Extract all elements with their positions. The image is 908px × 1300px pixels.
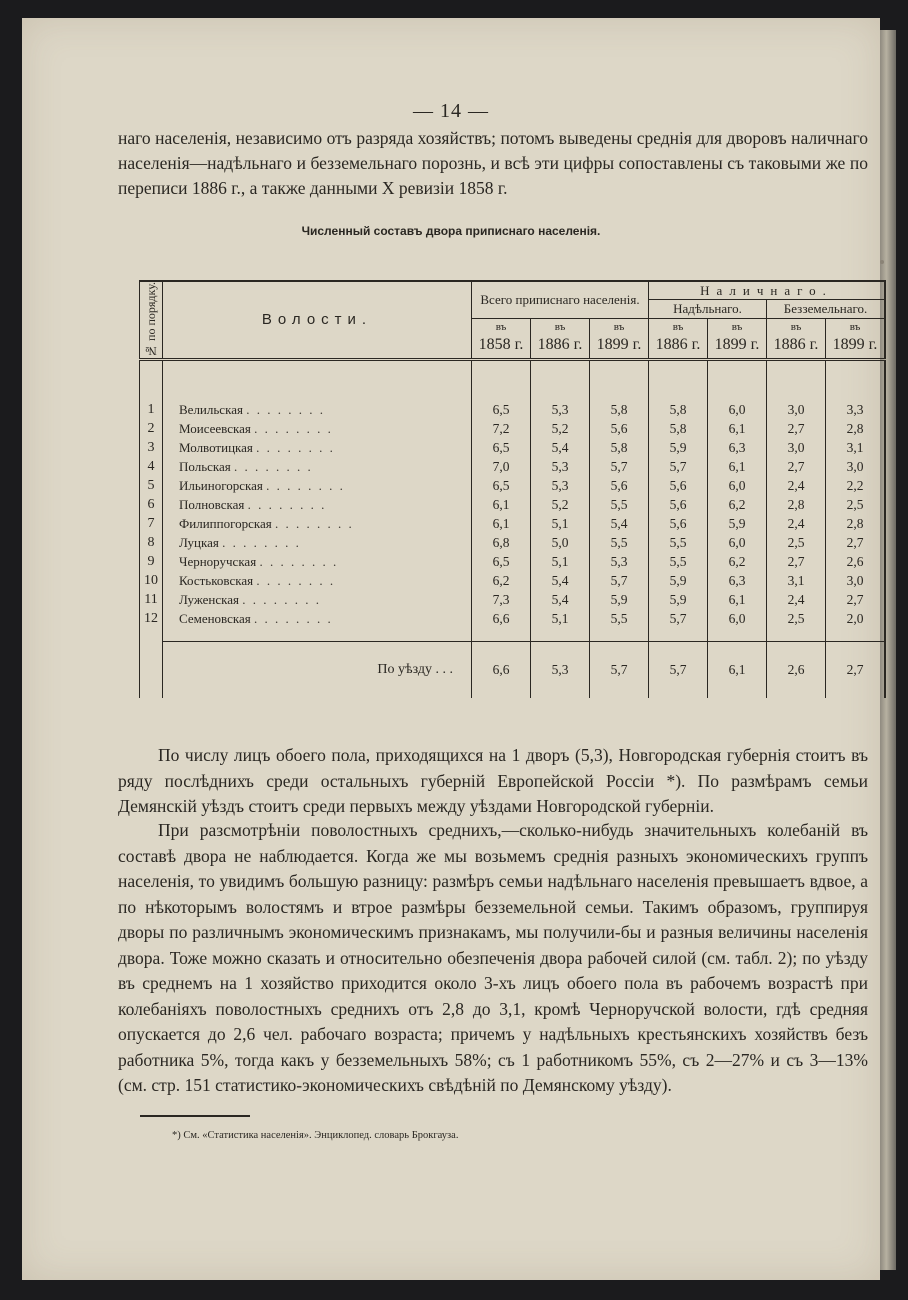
- total-value: 2,7: [826, 641, 886, 698]
- year-header: [767, 318, 826, 359]
- cell-empty: [531, 629, 590, 642]
- volost-name: Молвотицкая: [179, 440, 253, 456]
- volost-name-cell: [163, 401, 472, 420]
- value-cell: 5,4: [531, 572, 590, 591]
- volost-name-cell: [163, 420, 472, 439]
- value-cell: 5,6: [590, 477, 649, 496]
- volost-name-cell: [163, 496, 472, 515]
- paragraph-volost-averages: При разсмотрѣніи поволостныхъ среднихъ,—сколько-нибудь значительныхъ колебаній въ составѣ двора не наблюдается. Когда же мы возьмемъ среднія разныхъ экономическихъ группъ населенія, то увидимъ большую разницу: размѣръ семьи надѣльнаго населенія превышаетъ вдвое, а по нѣкоторымъ волостямъ и втрое размѣры безземельной семьи. Такимъ образомъ, группируя дворы по различнымъ экономическимъ признакамъ, мы получили-бы и разныя величины населенія двора. Тоже можно сказать и относительно обезпеченія двора рабочей силой (см. табл. 2); по уѣзду въ среднемъ на 1 хозяйство приходится около 3-хъ лицъ обоего пола въ рабочемъ возрастѣ при колебаніяхъ поволостныхъ среднихъ отъ 2,8 до 3,1, кромѣ Черноручской волости, гдѣ средняя опускается до 2,6 чел. рабочаго возраста; причемъ у надѣльныхъ крестьянскихъ хозяйствъ безъ работника 5%, тогда какъ у безземельныхъ 58%; съ 1 работникомъ 55%, съ 2—27% и съ 3—13% (см. стр. 151 статистико-экономическихъ свѣдѣній по Демянскому уѣзду).: [118, 820, 868, 1095]
- row-number: 5: [140, 477, 163, 496]
- value-cell: 5,6: [649, 515, 708, 534]
- table-row: [140, 591, 886, 610]
- volost-name: Черноручская: [179, 554, 257, 570]
- value-cell: 2,4: [767, 515, 826, 534]
- leader-dots: . . . . . . . .: [247, 497, 327, 513]
- cell-empty: [767, 359, 826, 401]
- cell-empty: [590, 359, 649, 401]
- value-cell: 5,4: [531, 591, 590, 610]
- cell-empty: [649, 629, 708, 642]
- year-value: 1886 г.: [773, 336, 819, 354]
- table-row: [140, 439, 886, 458]
- value-cell: 2,7: [846, 592, 864, 608]
- cell-empty: [140, 641, 163, 698]
- table-row: [140, 534, 886, 553]
- value-cell: 3,0: [767, 439, 826, 458]
- year-prefix: въ: [613, 321, 625, 334]
- table-row: [140, 458, 886, 477]
- year-value: 1886 г.: [537, 336, 583, 354]
- leader-dots: . . . . . . . .: [242, 592, 321, 608]
- value-cell: 5,9: [649, 572, 708, 591]
- table-row: [140, 553, 886, 572]
- spacer-row: [140, 629, 886, 642]
- value-cell: 6,2: [472, 572, 531, 591]
- value-cell: 2,4: [767, 477, 826, 496]
- cell-empty: [163, 629, 472, 642]
- value-cell: 3,0: [846, 459, 864, 475]
- leader-dots: . . . . . . . .: [234, 459, 313, 475]
- allotted-header: Надѣльнаго.: [649, 300, 767, 318]
- value-cell: 6,0: [708, 477, 767, 496]
- volost-name: Велильская: [179, 402, 243, 418]
- value-cell: 2,7: [767, 420, 826, 439]
- volost-name-cell: [163, 572, 472, 591]
- cell-empty: [531, 359, 590, 401]
- cell-empty: [649, 359, 708, 401]
- total-value: 6,6: [472, 641, 531, 698]
- year-prefix: въ: [672, 321, 684, 334]
- value-cell: 2,5: [767, 534, 826, 553]
- volost-name-cell: [163, 515, 472, 534]
- table-row: [140, 496, 886, 515]
- volost-name: Польская: [179, 459, 231, 475]
- row-number: 6: [140, 496, 163, 515]
- volost-name-cell: [163, 477, 472, 496]
- value-cell: 5,4: [590, 515, 649, 534]
- value-cell: 6,1: [472, 515, 531, 534]
- table-row: [140, 477, 886, 496]
- total-population-header: Всего приписнаго населенія.: [472, 281, 649, 318]
- value-cell: 2,6: [846, 554, 864, 570]
- number-column-header: № по порядку.: [140, 281, 163, 359]
- value-cell: 5,3: [531, 401, 590, 420]
- value-cell: 6,5: [472, 477, 531, 496]
- cell-empty: [163, 359, 472, 401]
- table-row: [140, 610, 886, 629]
- volost-column-header: Волости.: [163, 281, 472, 359]
- paper-speck: [880, 260, 884, 264]
- total-row: [140, 641, 886, 698]
- cell-empty: [767, 629, 826, 642]
- volost-name-cell: [163, 553, 472, 572]
- row-number: 7: [140, 515, 163, 534]
- volost-name: Луженская: [179, 592, 239, 608]
- total-label: По уѣзду . . .: [163, 641, 472, 698]
- value-cell: 6,5: [472, 553, 531, 572]
- year-value: 1899 г.: [714, 336, 760, 354]
- book-page: [22, 18, 880, 1280]
- leader-dots: . . . . . . . .: [254, 611, 333, 627]
- value-cell: 5,1: [531, 515, 590, 534]
- value-cell: 5,8: [649, 401, 708, 420]
- value-cell: 3,0: [767, 401, 826, 420]
- cell-empty: [826, 629, 886, 642]
- year-header: [708, 318, 767, 359]
- value-cell: 5,9: [649, 591, 708, 610]
- cell-empty: [140, 359, 163, 401]
- value-cell: 6,0: [708, 534, 767, 553]
- volost-name-cell: [163, 439, 472, 458]
- leader-dots: . . . . . . . .: [256, 440, 335, 456]
- volost-name: Моисеевская: [179, 421, 251, 437]
- present-population-header: Наличнаго.: [649, 281, 886, 300]
- value-cell: 5,7: [649, 610, 708, 629]
- value-cell: 6,1: [708, 458, 767, 477]
- value-cell: 2,2: [846, 478, 864, 494]
- cell-empty: [708, 359, 767, 401]
- volost-name-cell: [163, 458, 472, 477]
- total-value: 5,7: [590, 641, 649, 698]
- row-number: 2: [140, 420, 163, 439]
- value-cell: 3,1: [767, 572, 826, 591]
- value-cell: 6,1: [708, 591, 767, 610]
- cell-empty: [472, 359, 531, 401]
- value-cell: 5,0: [531, 534, 590, 553]
- value-cell: 5,9: [649, 439, 708, 458]
- leader-dots: . . . . . . . .: [266, 478, 345, 494]
- year-header: [649, 318, 708, 359]
- value-cell: 5,8: [649, 420, 708, 439]
- value-cell: 5,2: [531, 496, 590, 515]
- value-cell: 6,2: [708, 496, 767, 515]
- value-cell: 3,0: [846, 573, 864, 589]
- value-cell: 2,0: [846, 611, 864, 627]
- value-cell: 5,7: [649, 458, 708, 477]
- value-cell: 2,5: [767, 610, 826, 629]
- cell-empty: [140, 629, 163, 642]
- spacer-row: [140, 359, 886, 401]
- volost-name-cell: [163, 610, 472, 629]
- volost-name: Семеновская: [179, 611, 251, 627]
- total-value: 2,6: [767, 641, 826, 698]
- value-cell: 6,6: [472, 610, 531, 629]
- year-header: [472, 318, 531, 359]
- value-cell: 5,8: [590, 401, 649, 420]
- value-cell: 6,3: [708, 572, 767, 591]
- year-prefix: въ: [554, 321, 566, 334]
- value-cell: 5,5: [649, 553, 708, 572]
- value-cell: 7,2: [472, 420, 531, 439]
- value-cell: 6,8: [472, 534, 531, 553]
- household-size-table: [139, 280, 886, 698]
- leader-dots: . . . . . . . .: [259, 554, 339, 570]
- table-row: [140, 420, 886, 439]
- value-cell: 5,1: [531, 553, 590, 572]
- table-row: [140, 401, 886, 420]
- row-number: 10: [140, 572, 163, 591]
- value-cell: 5,8: [590, 439, 649, 458]
- volost-name: Луцкая: [179, 535, 219, 551]
- cell-empty: [826, 359, 886, 401]
- value-cell: 5,4: [531, 439, 590, 458]
- table-row: [140, 572, 886, 591]
- value-cell: 5,1: [531, 610, 590, 629]
- leader-dots: . . . . . . . .: [274, 516, 354, 532]
- intro-paragraph: наго населенія, независимо отъ разряда хозяйствъ; потомъ выведены среднія для дворовъ наличнаго населенія—надѣльнаго и безземельнаго порознь, и всѣ эти цифры сопоставлены съ таковыми же по переписи 1886 г., а также данными X ревизіи 1858 г.: [118, 128, 868, 198]
- volost-name: Полновская: [179, 497, 245, 513]
- cell-empty: [708, 629, 767, 642]
- value-cell: 5,5: [649, 534, 708, 553]
- year-header: [826, 318, 886, 359]
- total-value: 5,7: [649, 641, 708, 698]
- total-value: 6,1: [708, 641, 767, 698]
- year-prefix: въ: [790, 321, 802, 334]
- value-cell: 5,7: [590, 458, 649, 477]
- year-prefix: въ: [849, 321, 861, 334]
- value-cell: 2,8: [767, 496, 826, 515]
- year-value: 1899 г.: [832, 336, 878, 354]
- value-cell: 2,5: [846, 497, 864, 513]
- table-row: [140, 515, 886, 534]
- leader-dots: . . . . . . . .: [256, 573, 336, 589]
- value-cell: 5,3: [590, 553, 649, 572]
- value-cell: 6,5: [472, 439, 531, 458]
- value-cell: 5,3: [531, 477, 590, 496]
- value-cell: 2,8: [846, 516, 864, 532]
- footnote: *) См. «Статистика населенія». Энциклопед. словарь Брокгауза.: [172, 1130, 459, 1141]
- value-cell: 5,2: [531, 420, 590, 439]
- value-cell: 6,0: [708, 401, 767, 420]
- row-number: 3: [140, 439, 163, 458]
- page-number: — 14 —: [413, 100, 489, 122]
- row-number: 12: [140, 610, 163, 629]
- row-number: 8: [140, 534, 163, 553]
- volost-name-cell: [163, 591, 472, 610]
- year-value: 1899 г.: [596, 336, 642, 354]
- year-value: 1858 г.: [478, 336, 524, 354]
- landless-header: Безземельнаго.: [767, 300, 886, 318]
- footnote-rule: [140, 1115, 250, 1117]
- value-cell: 2,7: [767, 458, 826, 477]
- value-cell: 6,2: [708, 553, 767, 572]
- leader-dots: . . . . . . . .: [222, 535, 301, 551]
- value-cell: 5,5: [590, 496, 649, 515]
- value-cell: 6,5: [472, 401, 531, 420]
- volost-name-cell: [163, 534, 472, 553]
- value-cell: 5,9: [708, 515, 767, 534]
- volost-name: Костьковская: [179, 573, 254, 589]
- value-cell: 5,7: [590, 572, 649, 591]
- table-title: Численный составъ двора приписнаго населенія.: [301, 224, 601, 238]
- value-cell: 2,7: [767, 553, 826, 572]
- value-cell: 2,8: [846, 421, 864, 437]
- year-prefix: въ: [495, 321, 507, 334]
- row-number: 9: [140, 553, 163, 572]
- volost-name: Филиппогорская: [179, 516, 272, 532]
- value-cell: 5,3: [531, 458, 590, 477]
- year-prefix: въ: [731, 321, 743, 334]
- value-cell: 2,4: [767, 591, 826, 610]
- cell-empty: [472, 629, 531, 642]
- value-cell: 3,1: [846, 440, 864, 456]
- value-cell: 7,0: [472, 458, 531, 477]
- value-cell: 6,0: [708, 610, 767, 629]
- year-header: [531, 318, 590, 359]
- row-number: 4: [140, 458, 163, 477]
- year-header: [590, 318, 649, 359]
- paragraph-household-size: По числу лицъ обоего пола, приходящихся на 1 дворъ (5,3), Новгородская губернія стоитъ въ ряду послѣднихъ среди остальныхъ губерній Европейской Россіи *). По размѣрамъ семьи Демянскій уѣздъ стоитъ среди первыхъ между уѣздами Новгородской губерніи.: [118, 745, 868, 816]
- value-cell: 5,6: [649, 496, 708, 515]
- value-cell: 7,3: [472, 591, 531, 610]
- leader-dots: . . . . . . . .: [254, 421, 333, 437]
- value-cell: 2,7: [846, 535, 864, 551]
- value-cell: 5,6: [649, 477, 708, 496]
- row-number: 1: [140, 401, 163, 420]
- row-number: 11: [140, 591, 163, 610]
- leader-dots: . . . . . . . .: [246, 402, 325, 418]
- value-cell: 5,5: [590, 534, 649, 553]
- cell-empty: [590, 629, 649, 642]
- value-cell: 6,3: [708, 439, 767, 458]
- volost-name: Ильиногорская: [179, 478, 263, 494]
- value-cell: 3,3: [846, 402, 864, 418]
- year-value: 1886 г.: [655, 336, 701, 354]
- value-cell: 5,5: [590, 610, 649, 629]
- value-cell: 6,1: [472, 496, 531, 515]
- total-value: 5,3: [531, 641, 590, 698]
- value-cell: 5,9: [590, 591, 649, 610]
- value-cell: 6,1: [708, 420, 767, 439]
- value-cell: 5,6: [590, 420, 649, 439]
